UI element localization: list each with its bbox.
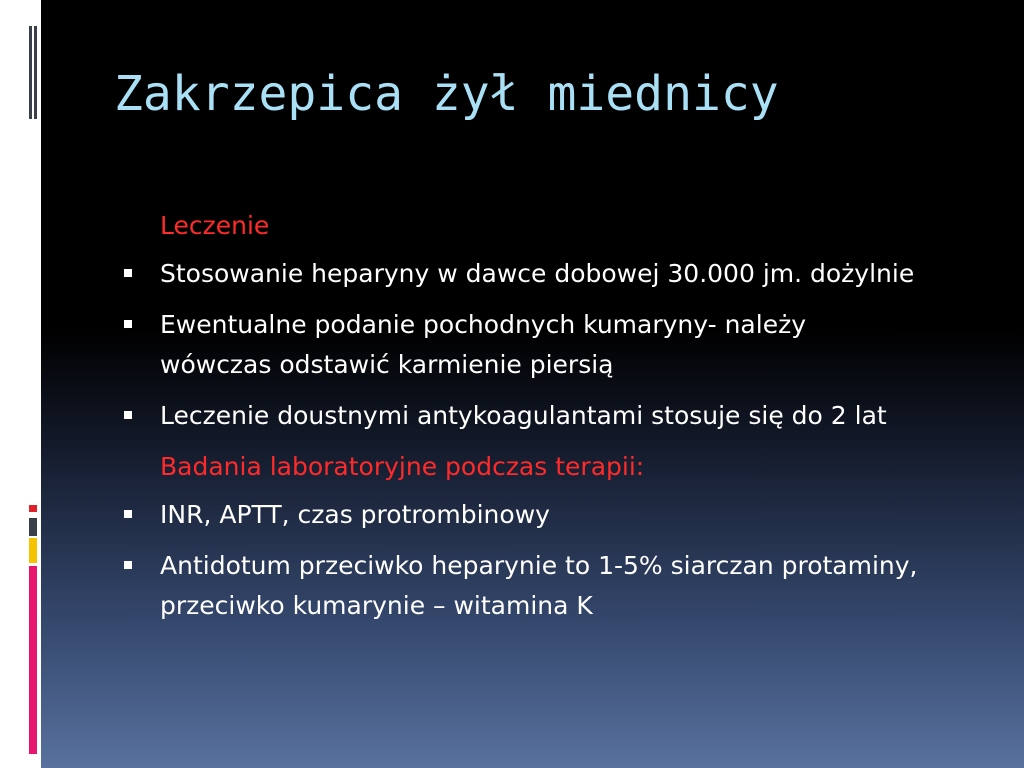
list-item (120, 254, 920, 294)
list-item (120, 546, 920, 626)
decor-stripe-pink (29, 566, 37, 754)
list-item (120, 495, 920, 535)
list-item-text: Ewentualne podanie pochodnych kumaryny- należy wówczas odstawić karmienie piersią (160, 310, 806, 379)
slide-title: Zakrzepica żył miednicy (114, 66, 779, 122)
section-heading-lab-tests: Badania laboratoryjne podczas terapii: (160, 452, 645, 481)
decor-stripe-gray (29, 518, 37, 536)
lab-tests-list (120, 495, 920, 626)
treatment-list (120, 254, 920, 436)
square-bullet-icon (124, 561, 132, 569)
square-bullet-icon (124, 411, 132, 419)
square-bullet-icon (124, 510, 132, 518)
list-item (120, 305, 920, 385)
list-item-text: Antidotum przeciwko heparynie to 1-5% siarczan protaminy, przeciwko kumarynie – witamina K (160, 551, 918, 620)
list-item-text: Stosowanie heparyny w dawce dobowej 30.000 jm. dożylnie (160, 259, 915, 288)
list-item-text: INR, APTT, czas protrombinowy (160, 500, 550, 529)
list-item (120, 396, 920, 436)
square-bullet-icon (124, 269, 132, 277)
list-item-text: Leczenie doustnymi antykoagulantami stosuje się do 2 lat (160, 401, 887, 430)
decor-stripe-top-inner (32, 26, 34, 119)
decor-stripe-red (29, 505, 37, 512)
square-bullet-icon (124, 320, 132, 328)
slide-content (120, 206, 920, 637)
decor-stripe-yellow (29, 538, 37, 563)
section-heading-treatment: Leczenie (160, 211, 270, 240)
decorative-side-bar (0, 0, 41, 768)
